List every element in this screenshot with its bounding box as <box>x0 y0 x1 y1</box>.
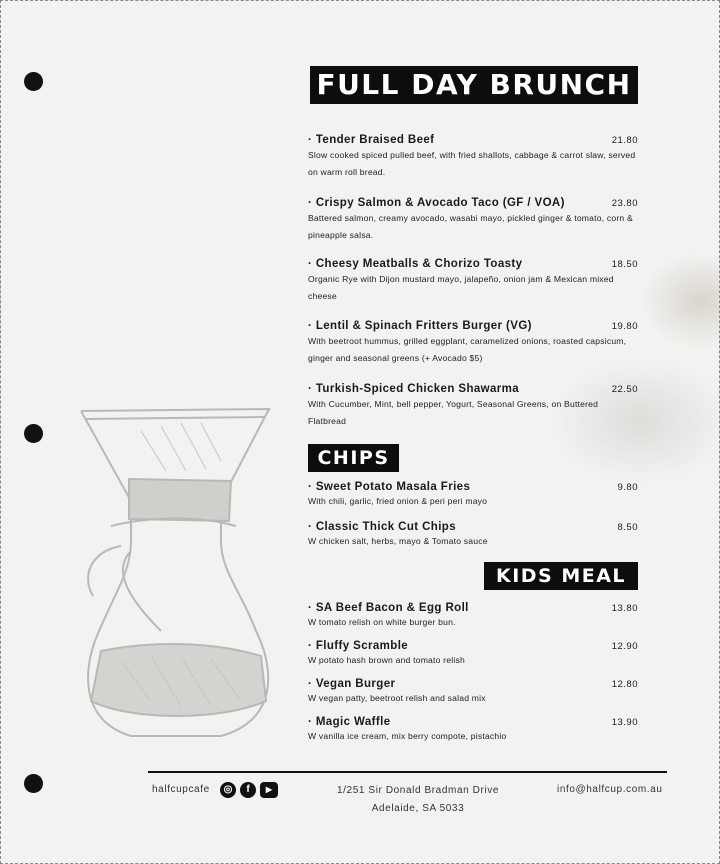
item-price: 21.80 <box>611 135 638 146</box>
section-heading-kids: KIDS MEAL <box>484 562 638 590</box>
menu-item <box>308 320 638 367</box>
item-price: 13.90 <box>611 717 638 728</box>
address-line: Adelaide, SA 5033 <box>371 803 465 814</box>
item-description: W tomato relish on white burger bun. <box>308 617 456 627</box>
item-name: · Tender Braised Beef <box>308 134 435 146</box>
item-name: · Turkish-Spiced Chicken Shawarma <box>308 383 520 395</box>
item-name: · Magic Waffle <box>308 716 391 728</box>
chemex-coffee-illustration <box>71 401 281 751</box>
footer-divider <box>148 771 667 773</box>
menu-item <box>308 134 638 181</box>
item-price: 8.50 <box>617 522 638 533</box>
instagram-icon[interactable]: ◎ <box>220 782 236 798</box>
item-name: · Sweet Potato Masala Fries <box>308 481 471 493</box>
binder-hole <box>24 774 43 793</box>
address <box>318 782 518 818</box>
menu-item <box>308 678 638 705</box>
item-price: 12.80 <box>611 679 638 690</box>
menu-item <box>308 602 638 629</box>
address-line: 1/251 Sir Donald Bradman Drive <box>337 785 499 796</box>
email-address[interactable]: info@halfcup.com.au <box>557 784 663 795</box>
item-description: W vanilla ice cream, mix berry compote, pistachio <box>308 731 507 741</box>
item-description: Organic Rye with Dijon mustard mayo, jalapeño, onion jam & Mexican mixed cheese <box>308 274 614 301</box>
item-name: · Crispy Salmon & Avocado Taco (GF / VOA) <box>308 197 565 209</box>
section-heading-chips: CHIPS <box>308 444 399 472</box>
item-description: W potato hash brown and tomato relish <box>308 655 465 665</box>
item-price: 12.90 <box>611 641 638 652</box>
item-name: · Classic Thick Cut Chips <box>308 521 457 533</box>
binder-hole <box>24 72 43 91</box>
item-description: W vegan patty, beetroot relish and salad mix <box>308 693 486 703</box>
item-description: Battered salmon, creamy avocado, wasabi mayo, pickled ginger & tomato, corn & pineapple salsa. <box>308 213 633 240</box>
item-price: 9.80 <box>617 482 638 493</box>
item-price: 23.80 <box>611 198 638 209</box>
item-description: With beetroot hummus, grilled eggplant, caramelized onions, roasted capsicum, ginger and seasonal greens (+ Avocado $5) <box>308 336 627 363</box>
menu-item <box>308 197 638 244</box>
item-name: · Vegan Burger <box>308 678 396 690</box>
social-icons <box>220 782 278 798</box>
item-name: · SA Beef Bacon & Egg Roll <box>308 602 469 614</box>
item-name: · Cheesy Meatballs & Chorizo Toasty <box>308 258 523 270</box>
item-description: With chili, garlic, fried onion & peri peri mayo <box>308 496 488 506</box>
item-price: 19.80 <box>611 321 638 332</box>
menu-item <box>308 640 638 667</box>
item-price: 18.50 <box>611 259 638 270</box>
item-price: 22.50 <box>611 384 638 395</box>
item-name: · Fluffy Scramble <box>308 640 409 652</box>
youtube-icon[interactable]: ▶ <box>260 782 278 798</box>
menu-item <box>308 383 638 430</box>
menu-item <box>308 716 638 743</box>
menu-item <box>308 258 638 305</box>
menu-item <box>308 481 638 508</box>
binder-hole <box>24 424 43 443</box>
item-description: W chicken salt, herbs, mayo & Tomato sauce <box>308 536 488 546</box>
item-name: · Lentil & Spinach Fritters Burger (VG) <box>308 320 532 332</box>
item-price: 13.80 <box>611 603 638 614</box>
item-description: With Cucumber, Mint, bell pepper, Yogurt, Seasonal Greens, on Buttered Flatbread <box>308 399 599 426</box>
social-handle: halfcupcafe <box>152 784 210 795</box>
facebook-icon[interactable]: f <box>240 782 256 798</box>
section-heading-brunch: FULL DAY BRUNCH <box>310 66 638 104</box>
menu-item <box>308 521 638 548</box>
item-description: Slow cooked spiced pulled beef, with fried shallots, cabbage & carrot slaw, served on warm roll bread. <box>308 150 636 177</box>
